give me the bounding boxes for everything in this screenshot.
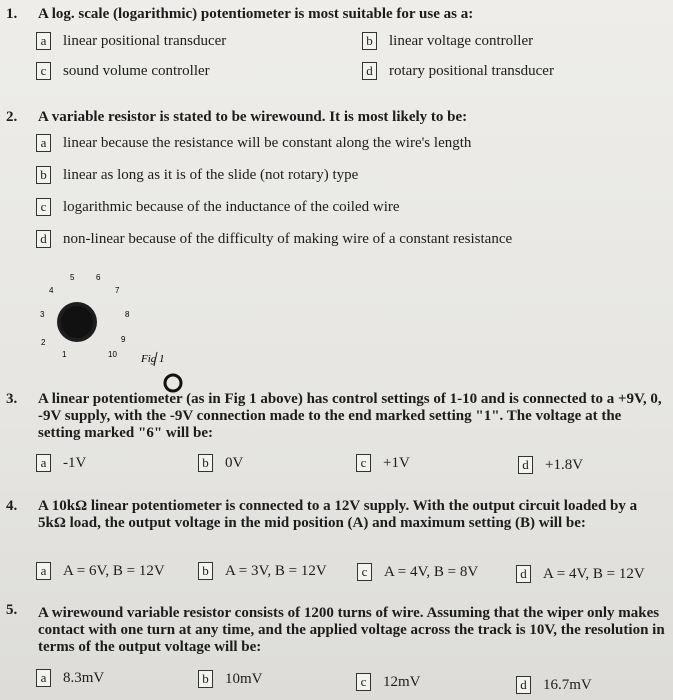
q2-option-c[interactable]	[36, 198, 400, 216]
q2-option-d-text: non-linear because of the difficulty of making wire of a constant resistance	[63, 230, 513, 247]
q4-option-d-text: A = 4V, B = 12V	[543, 565, 645, 582]
q5-option-b[interactable]	[198, 670, 263, 688]
q5-option-c-letter: c	[356, 673, 371, 691]
dial-mark-2: 2	[41, 338, 46, 347]
q5-option-d-text: 16.7mV	[543, 676, 592, 693]
q4-option-c[interactable]	[357, 563, 478, 581]
question-5-text: A wirewound variable resistor consists of 1200 turns of wire. Assuming that the wiper only makes contact with one turn at any time, and the applied voltage across the track is 10V, the resolution in terms of the output voltage will be:	[38, 605, 665, 655]
q3-option-d-text: +1.8V	[545, 456, 584, 473]
q4-option-a[interactable]	[36, 562, 165, 580]
figure-label: Fig 1	[141, 353, 165, 365]
q1-option-b-letter: b	[362, 32, 377, 50]
q2-option-b-text: linear as long as it is of the slide (not rotary) type	[63, 166, 359, 183]
q1-option-a-letter: a	[36, 32, 51, 50]
q3-option-c-text: +1V	[383, 454, 410, 471]
q3-option-c-letter: c	[356, 454, 371, 472]
q1-option-a[interactable]	[36, 32, 226, 50]
q1-option-c[interactable]	[36, 62, 210, 80]
q3-option-d-letter: d	[518, 456, 533, 474]
q3-option-d[interactable]	[518, 456, 583, 474]
dial-mark-8: 8	[125, 310, 130, 319]
q1-option-c-letter: c	[36, 62, 51, 80]
q3-option-c[interactable]	[356, 454, 410, 472]
question-2-text: A variable resistor is stated to be wirewound. It is most likely to be:	[38, 109, 468, 125]
q4-option-a-letter: a	[36, 562, 51, 580]
q3-option-b-text: 0V	[225, 454, 244, 471]
question-1-number: 1.	[6, 6, 18, 22]
q2-option-a-text: linear because the resistance will be constant along the wire's length	[63, 134, 472, 151]
question-4-text: A 10kΩ linear potentiometer is connected to a 12V supply. With the output circuit loaded by a 5kΩ load, the output voltage in the mid position (A) and maximum setting (B) will be:	[38, 498, 638, 531]
q4-option-d-letter: d	[516, 565, 531, 583]
q1-option-d-text: rotary positional transducer	[389, 62, 554, 79]
q1-option-d[interactable]	[362, 62, 554, 80]
q2-option-a-letter: a	[36, 134, 51, 152]
question-5-number: 5.	[6, 602, 18, 618]
q2-option-d-letter: d	[36, 230, 51, 248]
dial-mark-5: 5	[70, 273, 75, 282]
q2-option-b-letter: b	[36, 166, 51, 184]
dial-mark-4: 4	[49, 286, 54, 295]
q1-option-b[interactable]	[362, 32, 533, 50]
q5-option-a[interactable]	[36, 669, 104, 687]
q4-option-a-text: A = 6V, B = 12V	[63, 562, 165, 579]
q3-option-a-text: -1V	[63, 454, 87, 471]
q5-option-d-letter: d	[516, 676, 531, 694]
q2-option-c-letter: c	[36, 198, 51, 216]
q4-option-d[interactable]	[516, 565, 645, 583]
q3-option-b[interactable]	[198, 454, 243, 472]
q2-option-a[interactable]	[36, 134, 471, 152]
circle-mark-icon	[165, 375, 181, 391]
question-2-number: 2.	[6, 109, 18, 125]
dial-mark-1: 1	[62, 350, 67, 359]
q3-option-a-letter: a	[36, 454, 51, 472]
q4-option-b[interactable]	[198, 562, 327, 580]
q1-option-b-text: linear voltage controller	[389, 32, 534, 49]
q4-option-c-letter: c	[357, 563, 372, 581]
dial-mark-7: 7	[115, 286, 120, 295]
q1-option-a-text: linear positional transducer	[63, 32, 227, 49]
dial-knob-inner	[61, 306, 93, 338]
q5-option-a-text: 8.3mV	[63, 669, 105, 686]
q5-option-d[interactable]	[516, 676, 592, 694]
q4-option-b-text: A = 3V, B = 12V	[225, 562, 327, 579]
q2-option-c-text: logarithmic because of the inductance of the coiled wire	[63, 198, 400, 215]
q1-option-d-letter: d	[362, 62, 377, 80]
question-3-number: 3.	[6, 391, 18, 407]
q1-option-c-text: sound volume controller	[63, 62, 210, 79]
dial-mark-3: 3	[40, 310, 45, 319]
potentiometer-dial-figure	[40, 262, 220, 402]
dial-mark-10: 10	[108, 350, 117, 359]
q4-option-b-letter: b	[198, 562, 213, 580]
q5-option-b-letter: b	[198, 670, 213, 688]
q3-option-b-letter: b	[198, 454, 213, 472]
dial-mark-9: 9	[121, 335, 126, 344]
q4-option-c-text: A = 4V, B = 8V	[384, 563, 479, 580]
q5-option-c[interactable]	[356, 673, 421, 691]
q2-option-d[interactable]	[36, 230, 512, 248]
question-1-text: A log. scale (logarithmic) potentiometer is most suitable for use as a:	[38, 6, 474, 22]
question-3-text: A linear potentiometer (as in Fig 1 above) has control settings of 1-10 and is connected to a +9V, 0, -9V supply, with the -9V connection made to the end marked setting "1". The voltage at the setting marked "6" will be:	[38, 391, 662, 441]
q3-option-a[interactable]	[36, 454, 86, 472]
dial-mark-6: 6	[96, 273, 101, 282]
question-4-number: 4.	[6, 498, 18, 514]
q5-option-b-text: 10mV	[225, 670, 263, 687]
q2-option-b[interactable]	[36, 166, 358, 184]
q5-option-c-text: 12mV	[383, 673, 421, 690]
q5-option-a-letter: a	[36, 669, 51, 687]
